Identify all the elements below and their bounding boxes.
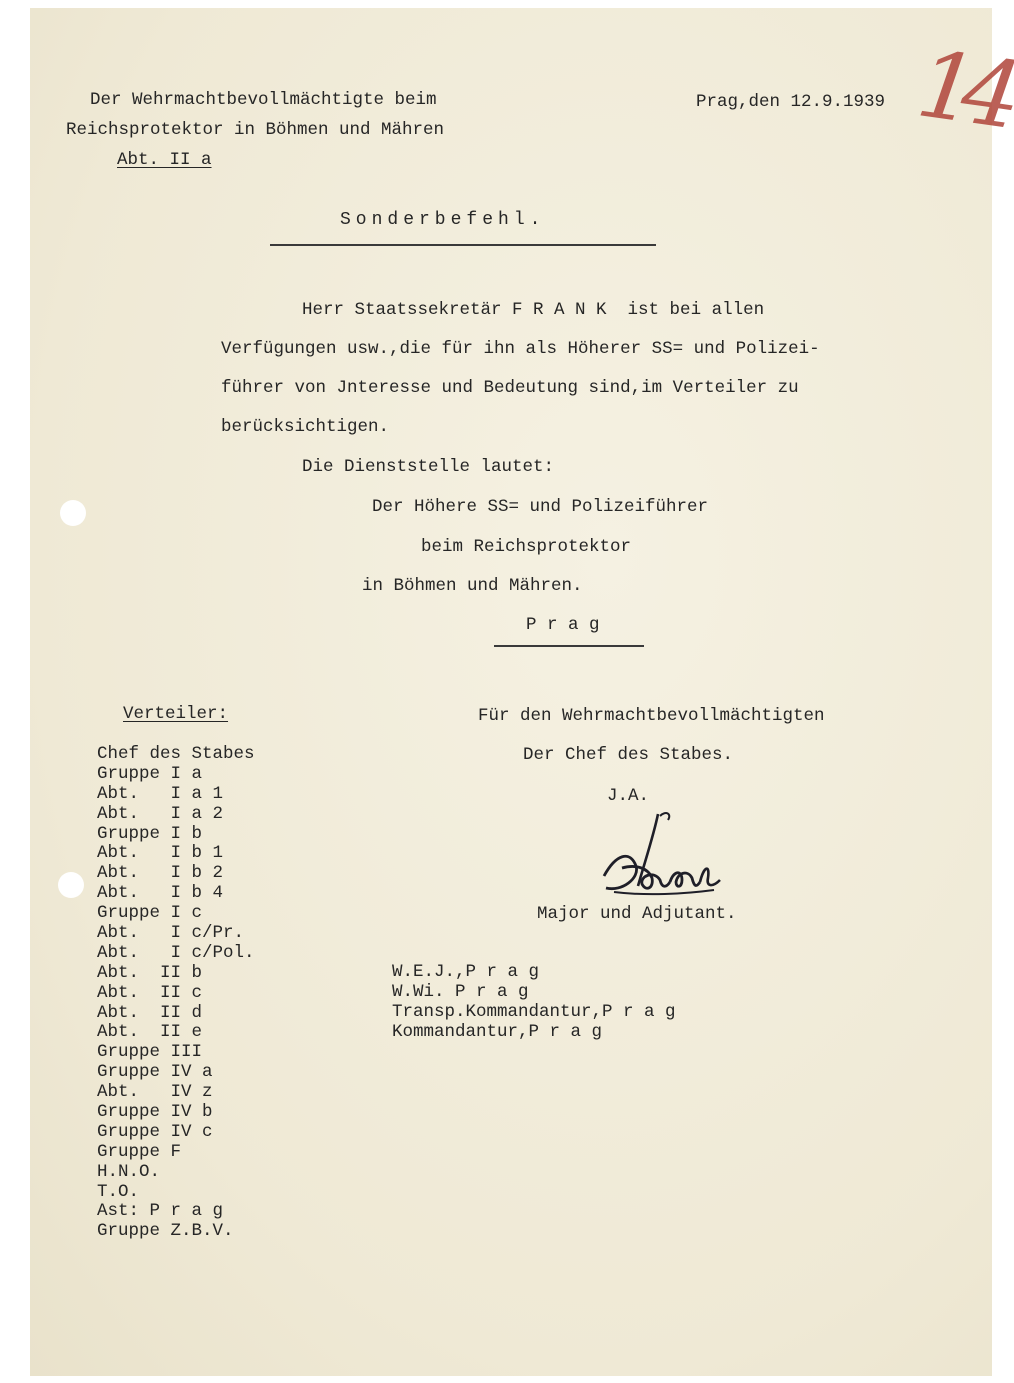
- signature-rank: Major und Adjutant.: [537, 904, 737, 924]
- list-item: Gruppe I a: [97, 763, 203, 784]
- list-item: Gruppe IV a: [97, 1062, 213, 1083]
- list-item: Abt. I b 4: [97, 883, 224, 904]
- distribution-heading: Verteiler:: [123, 704, 229, 724]
- list-item: Gruppe III: [97, 1042, 203, 1063]
- list-item: Abt. II e: [97, 1022, 203, 1043]
- body-paragraph-1-line-3: führer von Jnteresse und Bedeutung sind,im Verteiler zu: [221, 378, 799, 398]
- list-item: Abt. II b: [97, 962, 203, 983]
- list-item: Abt. I b 2: [97, 863, 224, 884]
- list-item: Gruppe IV c: [97, 1121, 213, 1142]
- list-item: H.N.O.: [97, 1161, 161, 1182]
- list-item: Gruppe I b: [97, 823, 203, 844]
- signature-ja: J.A.: [607, 786, 650, 806]
- address-line-1: Der Höhere SS= und Polizeiführer: [372, 497, 709, 517]
- distribution-internal-list: [97, 744, 255, 1241]
- list-item: Abt. I a 2: [97, 803, 224, 824]
- signature-line-2: Der Chef des Stabes.: [523, 745, 734, 765]
- punch-hole-top: [60, 500, 86, 526]
- list-item: Abt. II d: [97, 1002, 203, 1023]
- list-item: Gruppe F: [97, 1141, 182, 1162]
- body-paragraph-1-line-1: Herr Staatssekretär F R A N K ist bei allen: [302, 300, 765, 320]
- list-item: Abt. IV z: [97, 1082, 213, 1103]
- list-item: W.Wi. P r a g: [392, 982, 529, 1002]
- list-item: Gruppe Z.B.V.: [97, 1221, 234, 1242]
- sender-line-1: Der Wehrmachtbevollmächtigte beim: [90, 90, 437, 110]
- list-item: Abt. I c/Pr.: [97, 923, 245, 944]
- sender-line-2: Reichsprotektor in Böhmen und Mähren: [66, 120, 445, 140]
- distribution-external-list: [392, 962, 676, 1042]
- title-underline: [270, 244, 656, 246]
- signature-line-1: Für den Wehrmachtbevollmächtigten: [478, 706, 825, 726]
- city-underline: [494, 645, 644, 647]
- address-line-3: in Böhmen und Mähren.: [362, 576, 583, 596]
- body-paragraph-2: Die Dienststelle lautet:: [302, 457, 555, 477]
- list-item: Transp.Kommandantur,P r a g: [392, 1002, 676, 1022]
- folio-number-handwritten: 14: [911, 30, 1014, 149]
- address-line-2: beim Reichsprotektor: [421, 537, 632, 557]
- list-item: Chef des Stabes: [97, 744, 255, 764]
- place-date: Prag,den 12.9.1939: [696, 92, 886, 112]
- list-item: Kommandantur,P r a g: [392, 1022, 603, 1042]
- list-item: Gruppe I c: [97, 903, 203, 924]
- list-item: T.O.: [97, 1181, 140, 1202]
- list-item: Abt. I c/Pol.: [97, 942, 255, 963]
- list-item: Ast: P r a g: [97, 1201, 224, 1222]
- handwritten-signature: [596, 806, 726, 901]
- list-item: Abt. I b 1: [97, 843, 224, 864]
- list-item: Gruppe IV b: [97, 1102, 213, 1123]
- punch-hole-bottom: [58, 872, 84, 898]
- list-item: Abt. II c: [97, 982, 203, 1003]
- list-item: W.E.J.,P r a g: [392, 962, 540, 982]
- address-city: P r a g: [526, 615, 600, 635]
- body-paragraph-1-line-4: berücksichtigen.: [221, 417, 390, 437]
- department-label: Abt. II a: [117, 150, 212, 170]
- document-title: Sonderbefehl.: [340, 210, 546, 230]
- list-item: Abt. I a 1: [97, 783, 224, 804]
- body-paragraph-1-line-2: Verfügungen usw.,die für ihn als Höherer SS= und Polizei-: [221, 339, 820, 359]
